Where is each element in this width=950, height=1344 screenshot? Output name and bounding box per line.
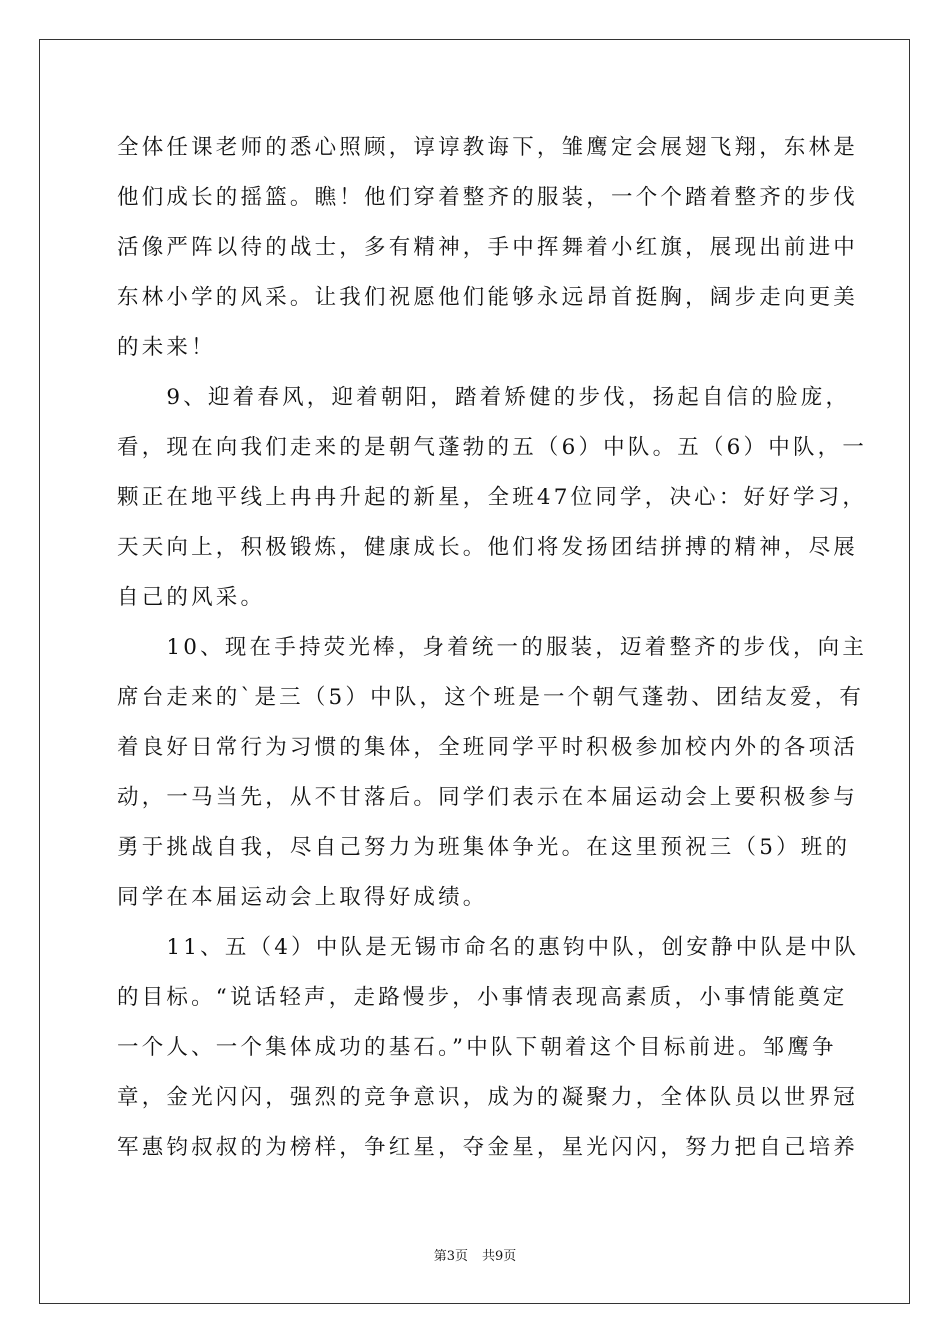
text-line: 颗正在地平线上冉冉升起的新星，全班47位同学，决心：好好学习， xyxy=(117,485,868,510)
page-footer xyxy=(0,1248,950,1266)
text-line: 的目标。“说话轻声，走路慢步，小事情表现高素质，小事情能奠定 xyxy=(117,985,848,1010)
text-line: 席台走来的`是三（5）中队，这个班是一个朝气蓬勃、团结友爱，有 xyxy=(117,685,865,710)
text-line: 同学在本届运动会上取得好成绩。 xyxy=(117,885,488,910)
text-line: 东林小学的风采。让我们祝愿他们能够永远昂首挺胸，阔步走向更美 xyxy=(117,285,859,310)
text-line: 看，现在向我们走来的是朝气蓬勃的五（6）中队。五（6）中队，一 xyxy=(117,435,868,460)
text-line: 9、迎着春风，迎着朝阳，踏着矫健的步伐，扬起自信的脸庞， xyxy=(117,385,851,410)
page-number: 第3页 xyxy=(433,1249,468,1264)
text-line: 军惠钧叔叔的为榜样，争红星，夺金星，星光闪闪，努力把自己培养 xyxy=(117,1135,859,1160)
text-line: 天天向上，积极锻炼，健康成长。他们将发扬团结拼搏的精神，尽展 xyxy=(117,535,859,560)
text-line: 10、现在手持荧光棒，身着统一的服装，迈着整齐的步伐，向主 xyxy=(117,635,868,660)
text-line: 勇于挑战自我，尽自己努力为班集体争光。在这里预祝三（5）班的 xyxy=(117,835,851,860)
text-line: 动，一马当先，从不甘落后。同学们表示在本届运动会上要积极参与 xyxy=(117,785,859,810)
text-line: 章，金光闪闪，强烈的竞争意识，成为的凝聚力，全体队员以世界冠 xyxy=(117,1085,859,1110)
text-line: 他们成长的摇篮。瞧！他们穿着整齐的服装，一个个踏着整齐的步伐 xyxy=(117,185,859,210)
text-line: 的未来！ xyxy=(117,335,216,360)
text-line: 一个人、一个集体成功的基石。”中队下朝着这个目标前进。邹鹰争 xyxy=(117,1035,837,1060)
text-line: 全体任课老师的悉心照顾，谆谆教诲下，雏鹰定会展翅飞翔，东林是 xyxy=(117,135,859,160)
document-body xyxy=(117,130,868,1180)
text-line: 11、五（4）中队是无锡市命名的惠钧中队，创安静中队是中队 xyxy=(117,935,860,960)
text-line: 活像严阵以待的战士，多有精神，手中挥舞着小红旗，展现出前进中 xyxy=(117,235,859,260)
page-total: 共9页 xyxy=(482,1249,517,1264)
text-line: 自己的风采。 xyxy=(117,585,266,610)
text-line: 着良好日常行为习惯的集体，全班同学平时积极参加校内外的各项活 xyxy=(117,735,859,760)
